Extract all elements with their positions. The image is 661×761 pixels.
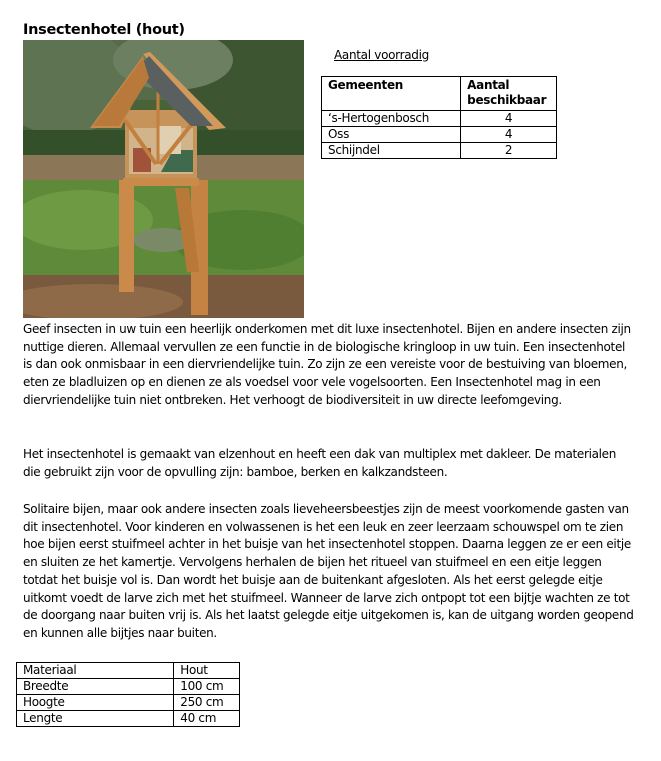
aantal-cell: 4 <box>461 127 557 143</box>
column-header-gemeenten: Gemeenten <box>322 77 461 111</box>
gemeente-cell: Schijndel <box>322 143 461 159</box>
specifications-table <box>16 662 240 727</box>
spec-label: Lengte <box>17 711 174 727</box>
table-row <box>322 143 557 159</box>
table-row <box>17 679 240 695</box>
stock-availability-link[interactable]: Aantal voorradig <box>334 48 429 62</box>
description-paragraph-guests: Solitaire bijen, maar ook andere insecten zoals lieveheersbeestjes zijn de meest voorkomende gasten van dit insectenhotel. Voor kinderen en volwassenen is het een leuk en zeer leerzaam schouwspel om te zien hoe bijen eerst stuifmeel achter in het buisje van het insectenhotel stoppen. Daarna leggen ze er een eitje en sluiten ze het kamertje. Vervolgens herhalen de bijen het ritueel van stuifmeel en een eitje leggen totdat het buisje vol is. Dan wordt het buisje aan de buitenkant afgesloten. Als het eerst gelegde eitje uitkomt voedt de larve zich met het stuifmeel. Wanneer de larve zich ontpopt tot een bijtje wachten ze tot de doorgang naar buiten vrij is. Als het laatst gelegde eitje uitgekomen is, kan de uitgang worden geopend en kunnen alle bijtjes naar buiten. <box>23 502 634 640</box>
aantal-cell: 4 <box>461 111 557 127</box>
table-header-row <box>322 77 557 111</box>
spec-value: Hout <box>174 663 240 679</box>
gemeente-cell: Oss <box>322 127 461 143</box>
spec-value: 250 cm <box>174 695 240 711</box>
stock-table <box>321 76 557 159</box>
description-paragraph-intro: Geef insecten in uw tuin een heerlijk onderkomen met dit luxe insectenhotel. Bijen en andere insecten zijn nuttige dieren. Allemaal vervullen ze een functie in de biologische kringloop in uw tuin. Een insectenhotel is dan ook onmisbaar in een diervriendelijke tuin. Zo zijn ze een vereiste voor de bestuiving van bloemen, eten ze bladluizen op en dienen ze als voedsel voor vele vogelsoorten. Een Insectenhotel mag in een diervriendelijke tuin niet ontbreken. Het verhoogt de biodiversiteit in uw directe leefomgeving. <box>23 322 631 407</box>
description-paragraph-materials: Het insectenhotel is gemaakt van elzenhout en heeft een dak van multiplex met dakleer. De materialen die gebruikt zijn voor de opvulling zijn: bamboe, berken en kalkzandsteen. <box>23 447 616 479</box>
spec-value: 40 cm <box>174 711 240 727</box>
spec-label: Hoogte <box>17 695 174 711</box>
spec-label: Breedte <box>17 679 174 695</box>
insect-hotel-photo <box>23 40 304 318</box>
table-row <box>17 711 240 727</box>
table-row <box>322 111 557 127</box>
table-row <box>17 663 240 679</box>
table-row <box>322 127 557 143</box>
spec-value: 100 cm <box>174 679 240 695</box>
column-header-aantal: Aantal beschikbaar <box>461 77 557 111</box>
gemeente-cell: ‘s-Hertogenbosch <box>322 111 461 127</box>
aantal-cell: 2 <box>461 143 557 159</box>
spec-label: Materiaal <box>17 663 174 679</box>
product-title: Insectenhotel (hout) <box>23 22 185 38</box>
table-row <box>17 695 240 711</box>
